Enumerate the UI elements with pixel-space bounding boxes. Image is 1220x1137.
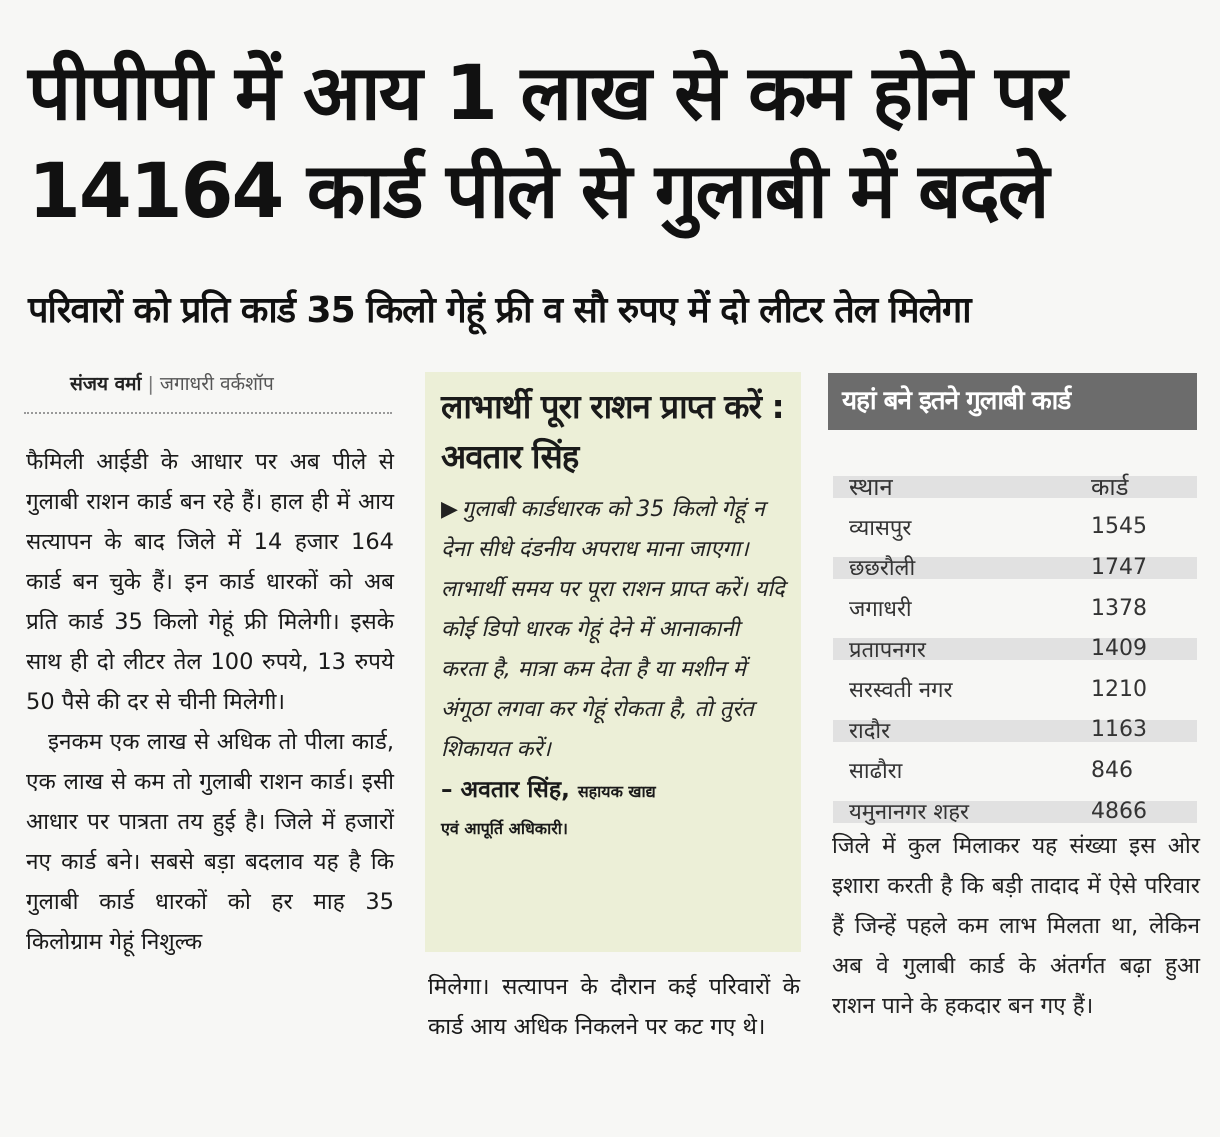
bullet-icon: ▶ [441,497,458,522]
table-row [833,507,1197,548]
row-count: 1378 [1091,595,1147,621]
attribution-role-line-2: एवं आपूर्ति अधिकारी। [441,819,568,838]
header-cards: कार्ड [1075,466,1197,507]
table-row [833,710,1197,751]
table-row [833,628,1197,669]
byline-separator: | [147,373,154,395]
row-count: 1747 [1075,547,1197,588]
article-paragraph-1: फैमिली आईडी के आधार पर अब पीले से गुलाबी राशन कार्ड बन रहे हैं। हाल ही में आय सत्यापन के बाद जिले में 14 हजार 164 कार्ड बन चुके हैं। इन कार्ड धारकों को अब प्रति कार्ड 35 किलो गेहूं फ्री मिलेगी। इसके साथ ही दो लीटर तेल 100 रुपये, 13 रुपये 50 पैसे की दर से चीनी मिलेगी। [26,449,394,715]
dotted-divider [24,412,392,414]
row-count: 1163 [1075,710,1197,751]
subheadline: परिवारों को प्रति कार्ड 35 किलो गेहूं फ्री व सौ रुपए में दो लीटर तेल मिलेगा [28,290,971,331]
headline-line-2: 14164 कार्ड पीले से गुलाबी में बदले [28,146,1048,235]
article-continuation: मिलेगा। सत्यापन के दौरान कई परिवारों के कार्ड आय अधिक निकलने पर कट गए थे। [428,974,800,1040]
row-count: 4866 [1075,791,1197,832]
header-place: स्थान [833,466,1075,507]
row-place: प्रतापनगर [833,628,1075,669]
quote-text-block [441,490,785,770]
row-count: 1210 [1091,676,1147,702]
row-count: 846 [1091,757,1133,783]
byline-author: संजय वर्मा [70,373,142,395]
byline-place: जगाधरी वर्कशॉप [159,373,274,395]
quote-box [425,372,801,952]
table-row [833,547,1197,588]
row-place: व्यासपुर [849,515,912,541]
row-place: यमुनानगर शहर [833,791,1075,832]
headline [28,44,1198,240]
byline [70,370,274,396]
row-place: रादौर [833,710,1075,751]
row-count: 1409 [1075,628,1197,669]
table-row [833,750,1197,791]
row-place: छछरौली [833,547,1075,588]
quote-attribution [441,770,785,812]
table-title: यहां बने इतने गुलाबी कार्ड [828,373,1197,430]
headline-line-1: पीपीपी में आय 1 लाख से कम होने पर [28,48,1066,137]
row-place: सरस्वती नगर [849,678,953,704]
row-place: साढौरा [849,759,903,785]
pink-card-table [833,466,1197,831]
table-row [833,588,1197,629]
table-footnote: जिले में कुल मिलाकर यह संख्या इस ओर इशारा करती है कि बड़ी तादाद में ऐसे परिवार हैं जिन्हें पहले कम लाभ मिलता था, लेकिन अब वे गुलाबी कार्ड के अंतर्गत बढ़ा हुआ राशन पाने के हकदार बन गए हैं। [832,833,1200,1019]
article-column-1 [26,442,394,962]
row-place: जगाधरी [849,597,912,623]
table-row [833,669,1197,710]
attribution-name: – अवतार सिंह, [441,777,570,803]
attribution-role: सहायक खाद्य [577,782,656,801]
table-header-row [833,466,1197,507]
row-count: 1545 [1091,514,1147,540]
article-paragraph-2: इनकम एक लाख से अधिक तो पीला कार्ड, एक लाख से कम तो गुलाबी राशन कार्ड। इसी आधार पर पात्रता तय हुई है। जिले में हजारों नए कार्ड बने। सबसे बड़ा बदलाव यह है कि गुलाबी कार्ड धारकों को हर माह 35 किलोग्राम गेहूं निशुल्क [26,729,394,955]
quote-box-title: लाभार्थी पूरा राशन प्राप्त करें : अवतार सिंह [441,387,784,476]
quote-text: गुलाबी कार्डधारक को 35 किलो गेहूं न देना सीधे दंडनीय अपराध माना जाएगा। लाभार्थी समय पर पूरा राशन प्राप्त करें। यदि कोई डिपो धारक गेहूं देने में आनाकानी करता है, मात्रा कम देता है या मशीन में अंगूठा लगवा कर गेहूं रोकता है, तो तुरंत शिकायत करें। [441,497,785,762]
